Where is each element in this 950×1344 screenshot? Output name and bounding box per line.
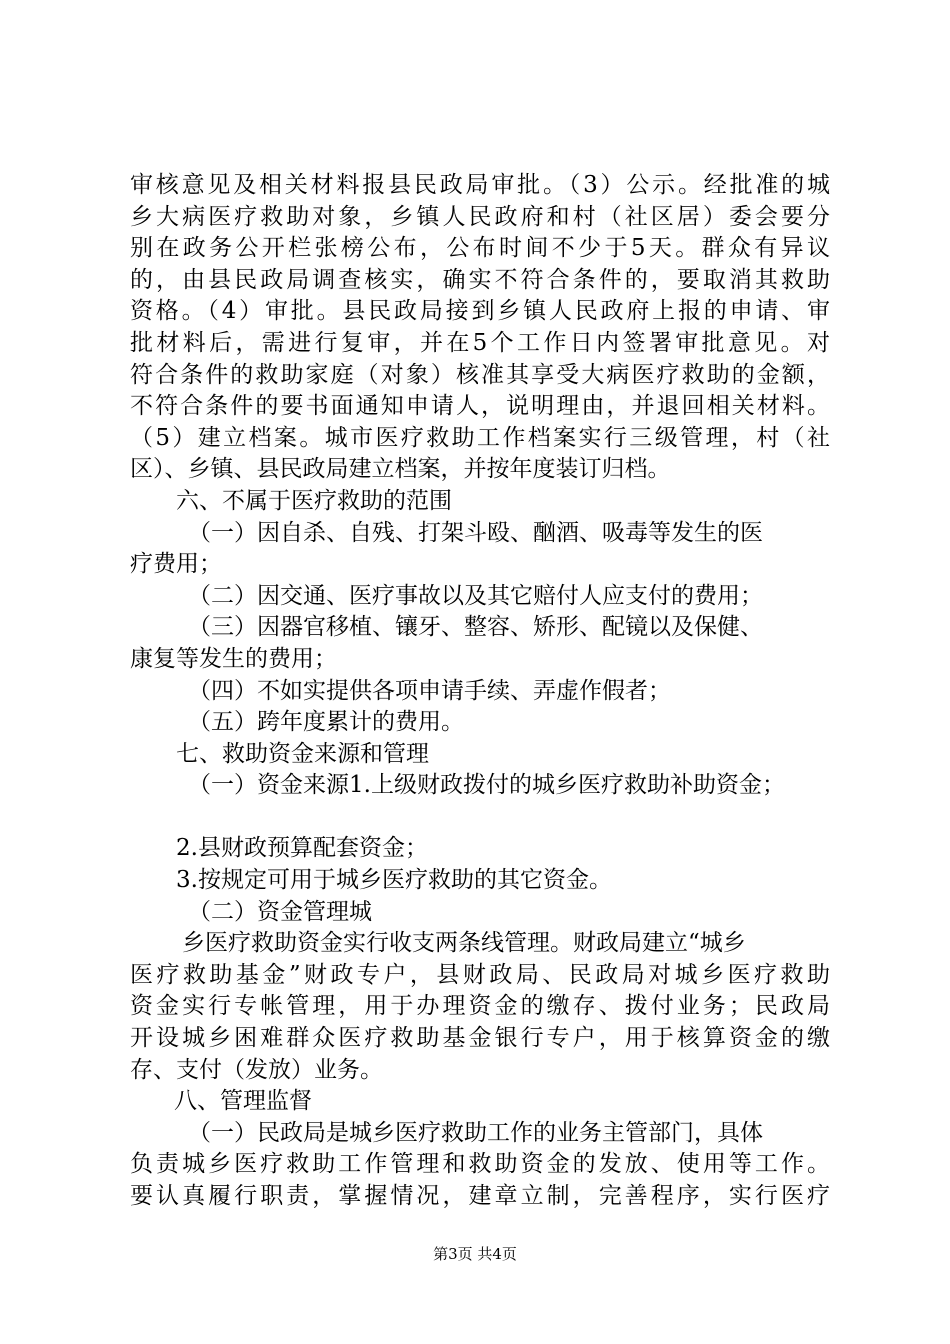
page-number-footer: 第3页 共4页: [433, 1245, 517, 1263]
list-item: （二）因交通、医疗事故以及其它赔付人应支付的费用；: [188, 582, 763, 609]
body-line: 负责城乡医疗救助工作管理和救助资金的发放、使用等工作。: [130, 1151, 830, 1178]
section-heading-6: 六、不属于医疗救助的范围: [176, 487, 452, 514]
body-line: 批材料后，需进行复审，并在5个工作日内签署审批意见。对: [130, 329, 830, 356]
body-line: 医疗救助基金”财政专户，县财政局、民政局对城乡医疗救助: [130, 961, 830, 988]
list-item: （二）资金管理城: [188, 898, 372, 925]
list-item: （四）不如实提供各项申请手续、弄虚作假者；: [188, 677, 671, 704]
body-line: 不符合条件的要书面通知申请人，说明理由，并退回相关材料。: [130, 393, 830, 420]
list-item: 2.县财政预算配套资金；: [176, 835, 428, 862]
body-line: 乡大病医疗救助对象，乡镇人民政府和村（社区居）委会要分: [130, 203, 830, 230]
list-item: （一）资金来源1.上级财政拨付的城乡医疗救助补助资金；: [188, 772, 785, 799]
body-line: 存、支付（发放）业务。: [130, 1056, 383, 1083]
body-line: 的，由县民政局调查核实，确实不符合条件的，要取消其救助: [130, 266, 830, 293]
blank-line: [130, 802, 830, 834]
body-line: 疗费用；: [130, 551, 222, 578]
list-item: 3.按规定可用于城乡医疗救助的其它资金。: [176, 867, 612, 894]
body-line: 审核意见及相关材料报县民政局审批。（3）公示。经批准的城: [130, 172, 830, 198]
list-item: （五）跨年度累计的费用。: [188, 709, 464, 736]
list-item: （一）民政局是城乡医疗救助工作的业务主管部门，具体: [188, 1119, 763, 1146]
body-line: 别在政务公开栏张榜公布，公布时间不少于5天。群众有异议: [130, 235, 830, 262]
body-line: 乡医疗救助资金实行收支两条线管理。财政局建立“城乡: [182, 930, 746, 957]
body-line: 资金实行专帐管理，用于办理资金的缴存、拨付业务；民政局: [130, 993, 830, 1020]
document-body: [130, 170, 830, 1213]
list-item: （三）因器官移植、镶牙、整容、矫形、配镜以及保健、: [188, 614, 763, 641]
body-line: 资格。（4）审批。县民政局接到乡镇人民政府上报的申请、审: [130, 298, 830, 325]
body-line: 区）、乡镇、县民政局建立档案，并按年度装订归档。: [130, 456, 671, 483]
body-line: 符合条件的救助家庭（对象）核准其享受大病医疗救助的金额，: [130, 361, 830, 388]
section-heading-7: 七、救助资金来源和管理: [176, 740, 429, 767]
body-line: 康复等发生的费用；: [130, 645, 337, 672]
body-line: 开设城乡困难群众医疗救助基金银行专户，用于核算资金的缴: [130, 1025, 830, 1052]
body-line: （5）建立档案。城市医疗救助工作档案实行三级管理，村（社: [130, 424, 830, 451]
list-item: （一）因自杀、自残、打架斗殴、酗酒、吸毒等发生的医: [188, 519, 763, 546]
section-heading-8: 八、管理监督: [174, 1088, 312, 1115]
body-line: 要认真履行职责，掌握情况，建章立制，完善程序，实行医疗: [130, 1183, 830, 1209]
